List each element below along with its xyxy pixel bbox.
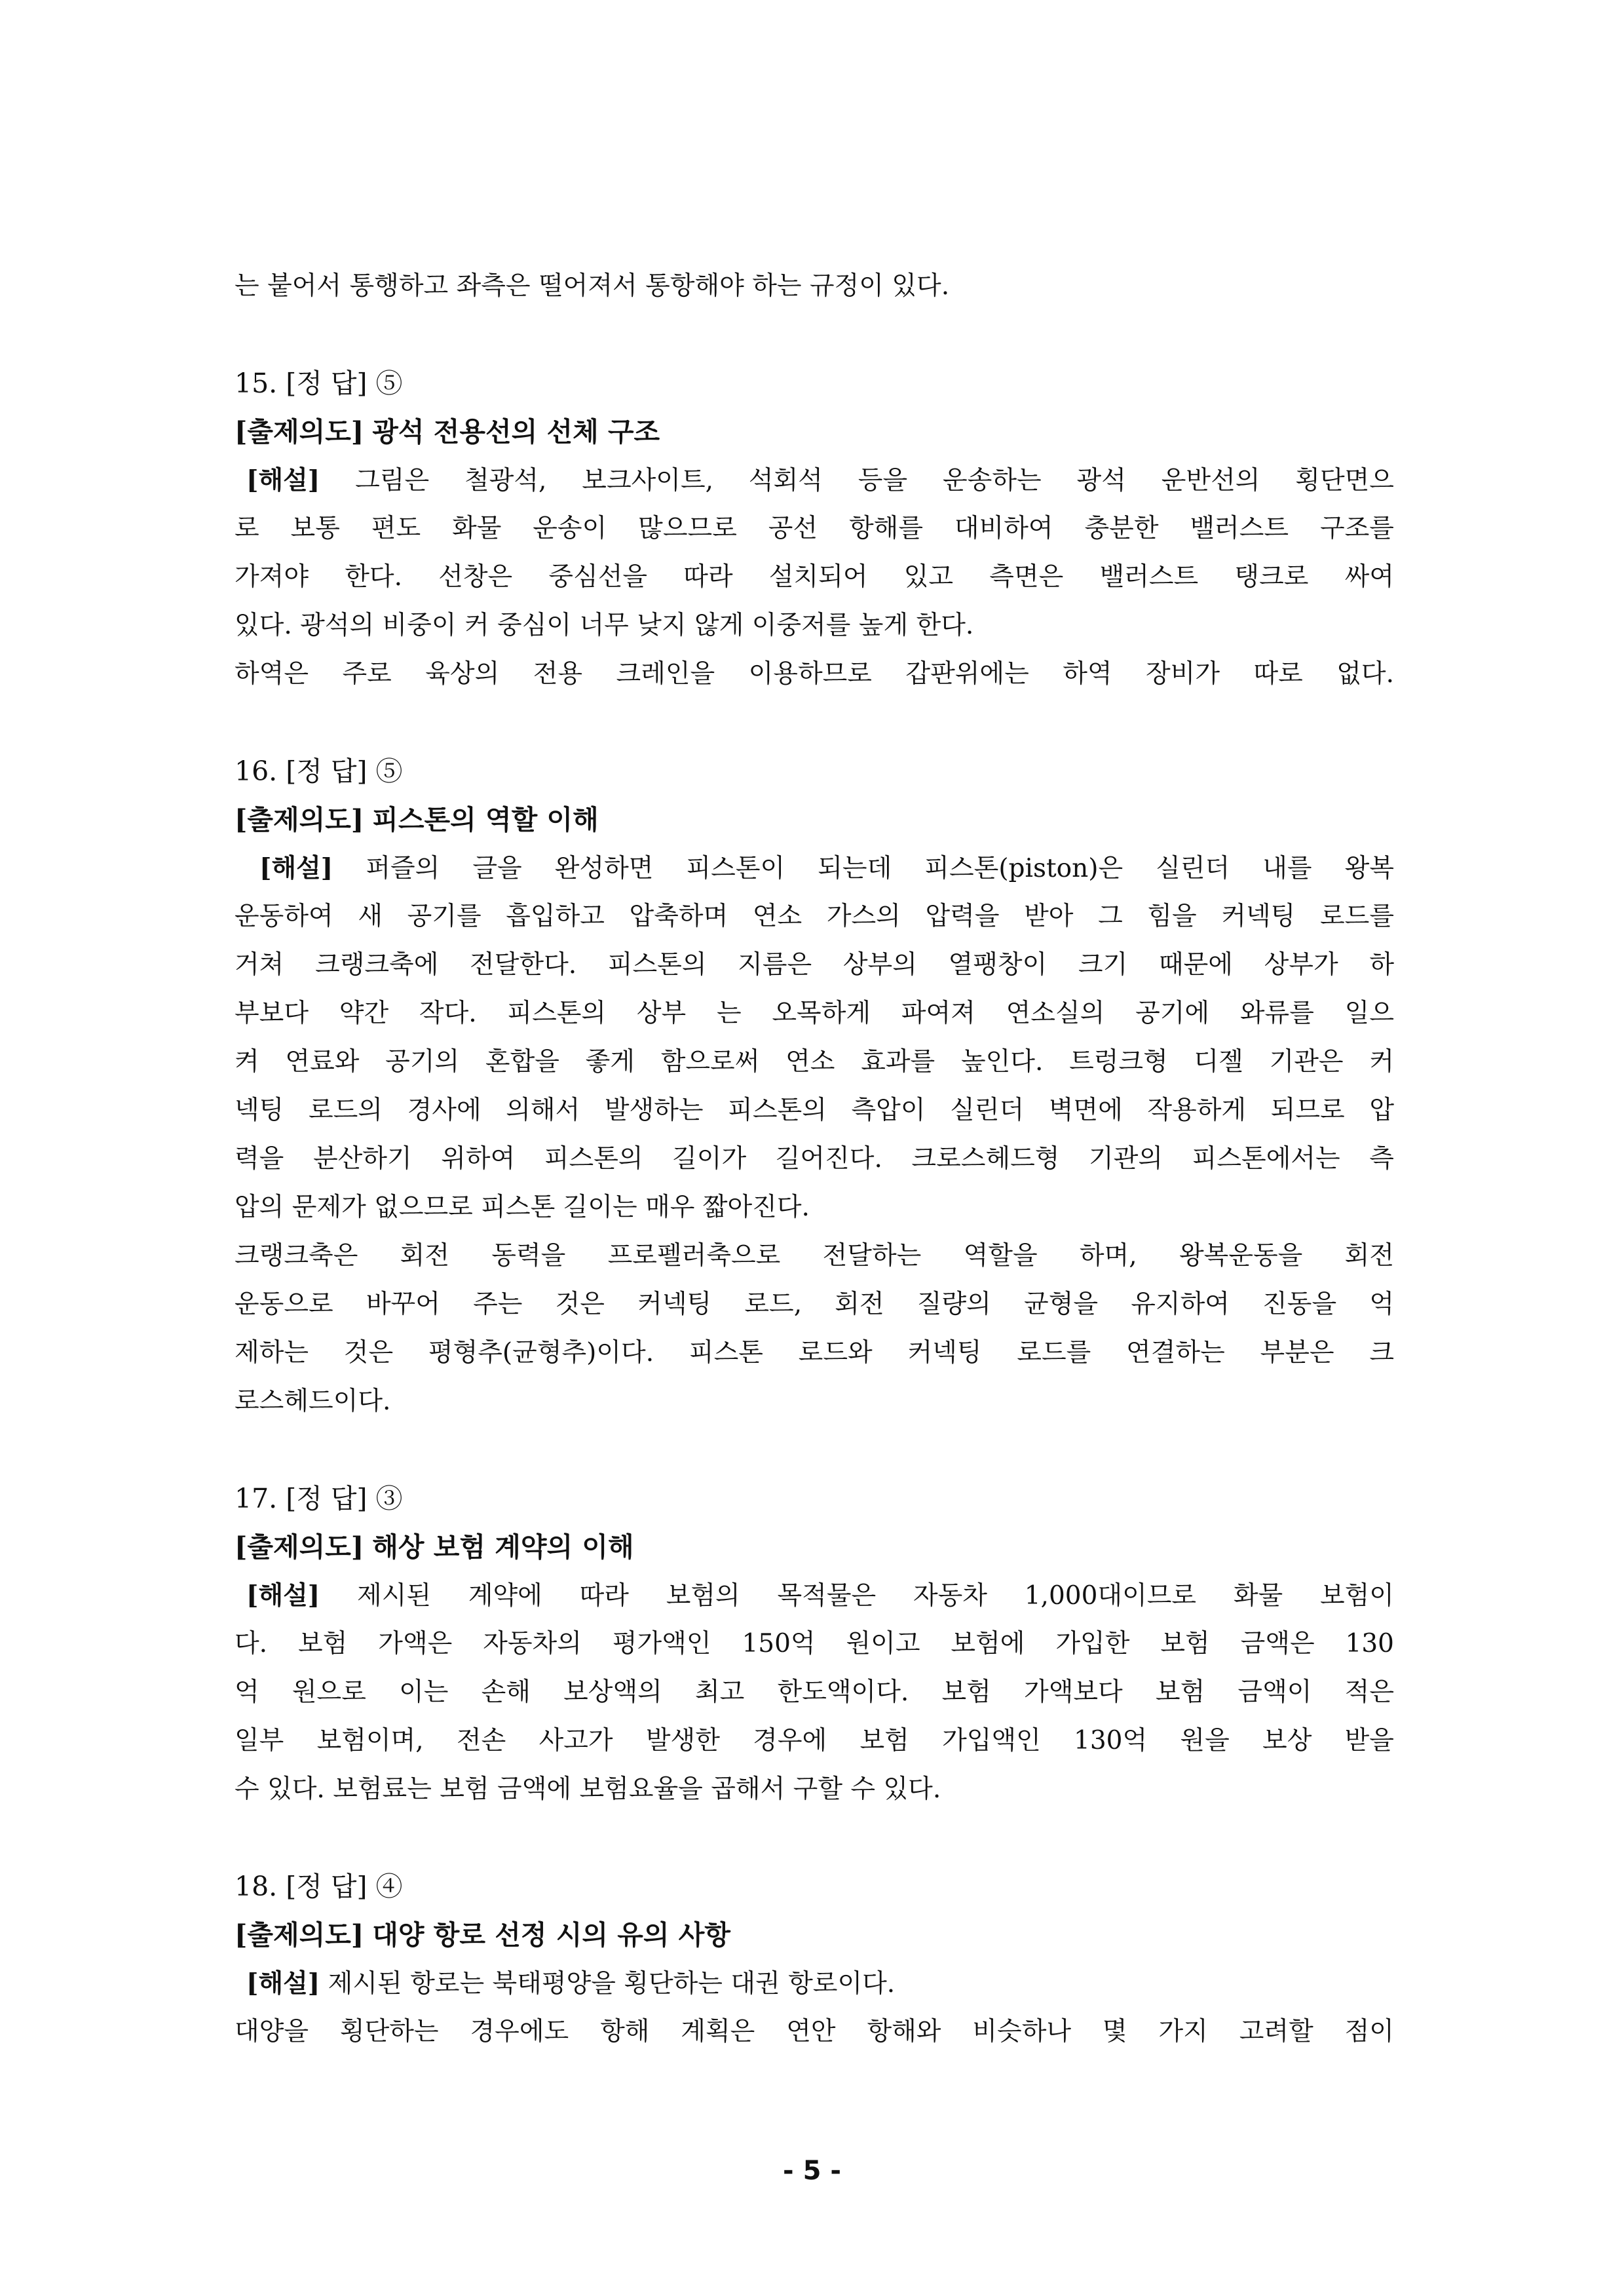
explanation-line: 거쳐 크랭크축에 전달한다. 피스톤의 지름은 상부의 열팽창이 크기 때문에 상부가 하 — [235, 950, 1394, 980]
explanation-line: 로스헤드이다. — [235, 1387, 391, 1416]
continuation-line: 는 붙어서 통행하고 좌측은 떨어져서 통항해야 하는 규정이 있다. — [235, 271, 950, 301]
explanation-line: 억 원으로 이는 손해 보상액의 최고 한도액이다. 보험 가액보다 보험 금액이 적은 — [235, 1677, 1394, 1707]
explanation-line: 넥팅 로드의 경사에 의해서 발생하는 피스톤의 측압이 실린더 벽면에 작용하게 되므로 압 — [235, 1096, 1394, 1125]
explanation-line — [235, 456, 1394, 505]
intent-text: 광석 전용선의 선체 구조 — [372, 416, 660, 448]
intent-line — [235, 1911, 1394, 1959]
explanation-line: 제하는 것은 평형추(균형추)이다. 피스톤 로드와 커넥팅 로드를 연결하는 부분은 크 — [235, 1338, 1394, 1368]
explanation-line: 력을 분산하기 위하여 피스톤의 길이가 길어진다. 크로스헤드형 기관의 피스톤에서는 측 — [235, 1144, 1394, 1174]
explanation-line: 가져야 한다. 선창은 중심선을 따라 설치되어 있고 측면은 밸러스트 탱크로 싸여 — [235, 562, 1394, 592]
paragraph-gap — [235, 311, 1394, 359]
explanation-line: 크랭크축은 회전 동력을 프로펠러축으로 전달하는 역할을 하며, 왕복운동을 회전 — [235, 1241, 1394, 1271]
explanation-line: 하역은 주로 육상의 전용 크레인을 이용하므로 갑판위에는 하역 장비가 따로 없다. — [235, 659, 1394, 689]
answer-heading: 16. [정 답] ⑤ — [235, 756, 403, 787]
intent-label: [출제의도] — [235, 1531, 364, 1563]
explanation-text: 제시된 항로는 북태평양을 횡단하는 대권 항로이다. — [328, 1969, 896, 1999]
intent-line — [235, 408, 1394, 456]
document-page — [235, 262, 1394, 2056]
answer-heading: 15. [정 답] ⑤ — [235, 368, 403, 399]
explanation-line: 압의 문제가 없으므로 피스톤 길이는 매우 짧아진다. — [235, 1193, 810, 1222]
explanation-line: 수 있다. 보험료는 보험 금액에 보험요율을 곱해서 구할 수 있다. — [235, 1774, 941, 1804]
explanation-text: 그림은 철광석, 보크사이트, 석회석 등을 운송하는 광석 운반선의 횡단면으 — [355, 466, 1394, 495]
intent-line — [235, 795, 1394, 844]
explanation-line: 로 보통 편도 화물 운송이 많으므로 공선 항해를 대비하여 충분한 밸러스트 구조를 — [235, 514, 1394, 543]
intent-text: 해상 보험 계약의 이해 — [372, 1531, 634, 1563]
explanation-label: [해설] — [246, 1580, 320, 1611]
explanation-line — [235, 844, 1394, 892]
page-number: - 5 - — [783, 2156, 841, 2186]
answer-section-15 — [235, 359, 1394, 698]
explanation-text: 제시된 계약에 따라 보험의 목적물은 자동차 1,000대이므로 화물 보험이 — [357, 1581, 1394, 1611]
paragraph-gap — [235, 698, 1394, 747]
paragraph-gap — [235, 1426, 1394, 1474]
explanation-label: [해설] — [246, 465, 320, 495]
explanation-line — [235, 1571, 1394, 1620]
explanation-line: 일부 보험이며, 전손 사고가 발생한 경우에 보험 가입액인 130억 원을 보상 받을 — [235, 1726, 1394, 1755]
intent-text: 대양 항로 선정 시의 유의 사항 — [372, 1919, 730, 1951]
paragraph-gap — [235, 1814, 1394, 1862]
answer-section-16 — [235, 747, 1394, 1426]
intent-label: [출제의도] — [235, 1919, 364, 1951]
intent-label: [출제의도] — [235, 804, 364, 835]
explanation-line: 대양을 횡단하는 경우에도 항해 계획은 연안 항해와 비슷하나 몇 가지 고려할 점이 — [235, 2017, 1394, 2046]
answer-heading: 17. [정 답] ③ — [235, 1483, 403, 1514]
explanation-line: 켜 연료와 공기의 혼합을 좋게 함으로써 연소 효과를 높인다. 트렁크형 디젤 기관은 커 — [235, 1047, 1394, 1077]
explanation-line: 부보다 약간 작다. 피스톤의 상부 는 오목하게 파여져 연소실의 공기에 와류를 일으 — [235, 999, 1394, 1028]
answer-section-17 — [235, 1474, 1394, 1814]
intent-line — [235, 1523, 1394, 1571]
answer-heading: 18. [정 답] ④ — [235, 1871, 403, 1902]
explanation-line: 운동으로 바꾸어 주는 것은 커넥팅 로드, 회전 질량의 균형을 유지하여 진동을 억 — [235, 1290, 1394, 1319]
explanation-text: 퍼즐의 글을 완성하면 피스톤이 되는데 피스톤(piston)은 실린더 내를 왕복 — [366, 854, 1394, 883]
intent-text: 피스톤의 역할 이해 — [372, 804, 599, 835]
explanation-line: 있다. 광석의 비중이 커 중심이 너무 낮지 않게 이중저를 높게 한다. — [235, 611, 974, 640]
explanation-line: 다. 보험 가액은 자동차의 평가액인 150억 원이고 보험에 가입한 보험 금액은 130 — [235, 1629, 1394, 1658]
answer-section-18 — [235, 1862, 1394, 2056]
explanation-line: 운동하여 새 공기를 흡입하고 압축하며 연소 가스의 압력을 받아 그 힘을 커넥팅 로드를 — [235, 902, 1394, 931]
intent-label: [출제의도] — [235, 416, 364, 448]
explanation-line — [235, 1959, 1394, 2008]
explanation-label: [해설] — [246, 1968, 320, 1999]
explanation-label: [해설] — [259, 853, 333, 883]
